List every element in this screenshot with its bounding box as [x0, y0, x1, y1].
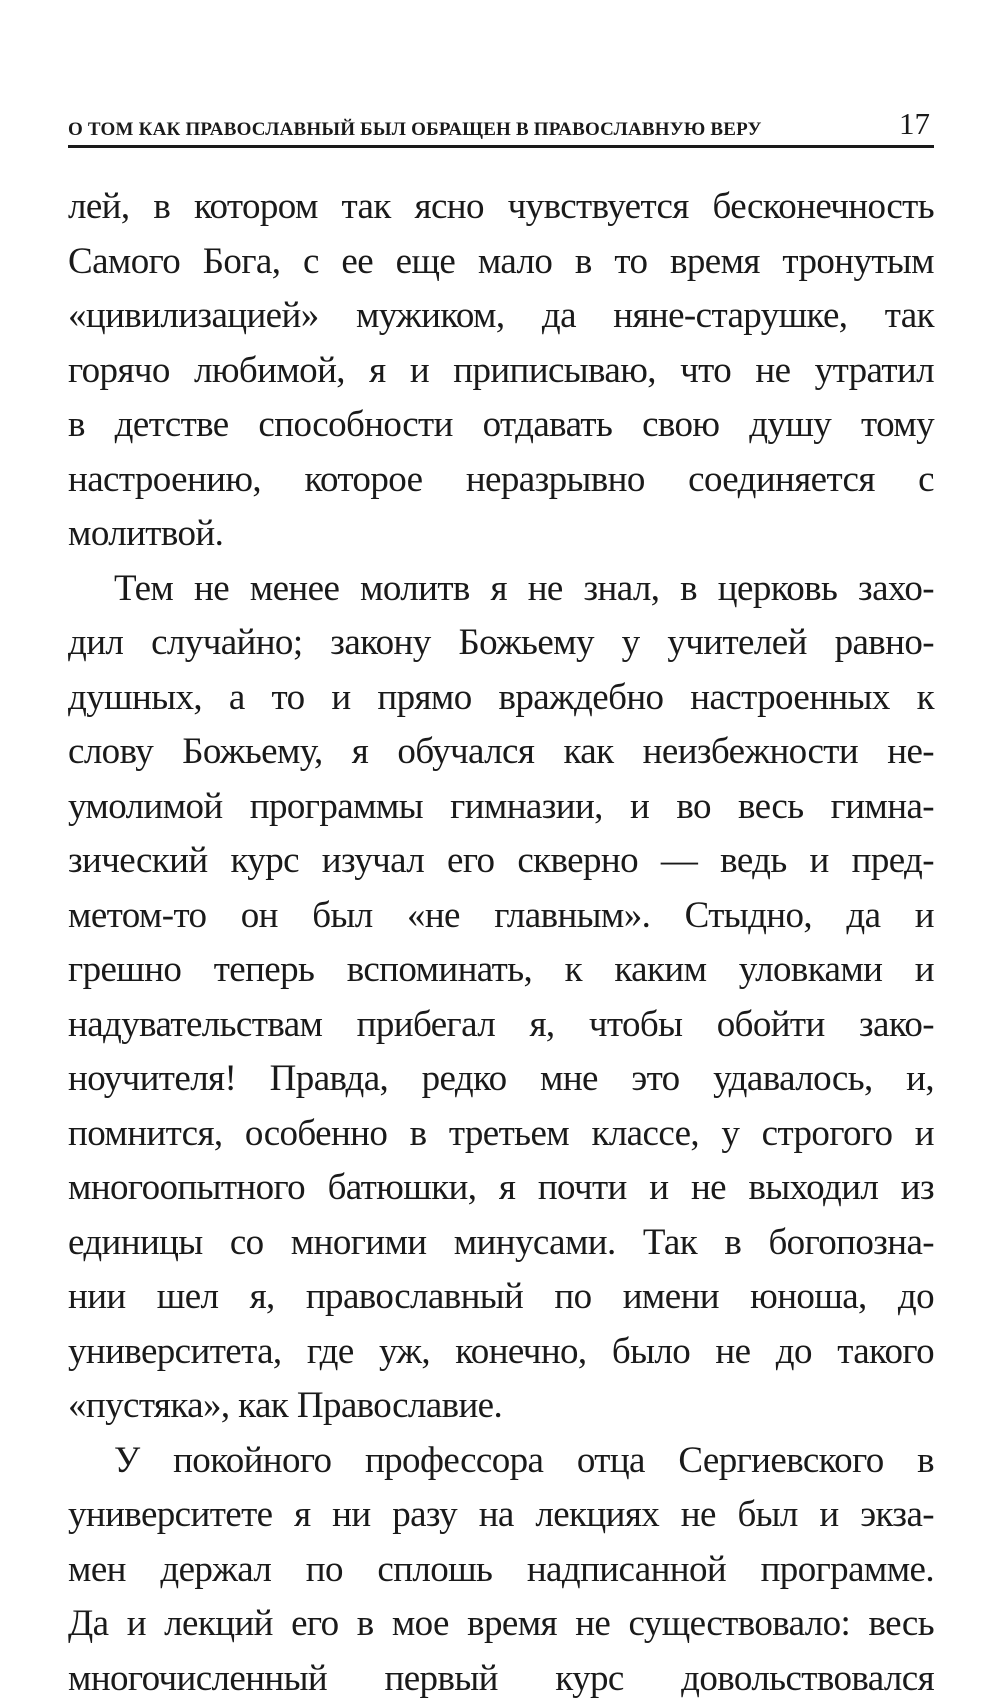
text-line: горячо любимой, я и приписываю, что не утратил	[68, 344, 934, 399]
paragraph-2	[68, 562, 934, 1434]
paragraph-3	[68, 1434, 934, 1706]
text-line: в детстве способности отдавать свою душу тому	[68, 398, 934, 453]
text-line: университете я ни разу на лекциях не был и экза-	[68, 1488, 934, 1543]
text-line: «пустяка», как Православие.	[68, 1379, 934, 1434]
text-line: настроению, которое неразрывно соединяется с	[68, 453, 934, 508]
text-line: зический курс изучал его скверно — ведь и пред-	[68, 834, 934, 889]
text-line: дил случайно; закону Божьему у учителей равно-	[68, 616, 934, 671]
text-line: Самого Бога, с ее еще мало в то время тронутым	[68, 235, 934, 290]
text-line: единицы со многими минусами. Так в богопозна-	[68, 1216, 934, 1271]
text-line: ноучителя! Правда, редко мне это удавалось, и,	[68, 1052, 934, 1107]
text-line: нии шел я, православный по имени юноша, до	[68, 1270, 934, 1325]
text-line: метом-то он был «не главным». Стыдно, да и	[68, 889, 934, 944]
text-line: многочисленный первый курс довольствовался	[68, 1652, 934, 1706]
text-line: слову Божьему, я обучался как неизбежности не-	[68, 725, 934, 780]
text-line: помнится, особенно в третьем классе, у строгого и	[68, 1107, 934, 1162]
text-line: университета, где уж, конечно, было не до такого	[68, 1325, 934, 1380]
text-line: молитвой.	[68, 507, 934, 562]
text-line: Тем не менее молитв я не знал, в церковь захо-	[68, 562, 934, 617]
text-line: У покойного профессора отца Сергиевского в	[68, 1434, 934, 1489]
text-line: надувательствам прибегал я, чтобы обойти зако-	[68, 998, 934, 1053]
text-line: душных, а то и прямо враждебно настроенных к	[68, 671, 934, 726]
text-line: многоопытного батюшки, я почти и не выходил из	[68, 1161, 934, 1216]
text-line: грешно теперь вспоминать, к каким уловками и	[68, 943, 934, 998]
body-text	[68, 180, 934, 1706]
running-head	[68, 108, 934, 148]
text-line: мен держал по сплошь надписанной программе.	[68, 1543, 934, 1598]
text-line: «цивилизацией» мужиком, да няне-старушке, так	[68, 289, 934, 344]
text-line: умолимой программы гимназии, и во весь гимна-	[68, 780, 934, 835]
text-line: лей, в котором так ясно чувствуется бесконечность	[68, 180, 934, 235]
text-line: Да и лекций его в мое время не существовало: весь	[68, 1597, 934, 1652]
page-number: 17	[899, 108, 930, 139]
running-title: О ТОМ КАК ПРАВОСЛАВНЫЙ БЫЛ ОБРАЩЕН В ПРАВОСЛАВНУЮ ВЕРУ	[68, 120, 762, 139]
paragraph-1	[68, 180, 934, 562]
